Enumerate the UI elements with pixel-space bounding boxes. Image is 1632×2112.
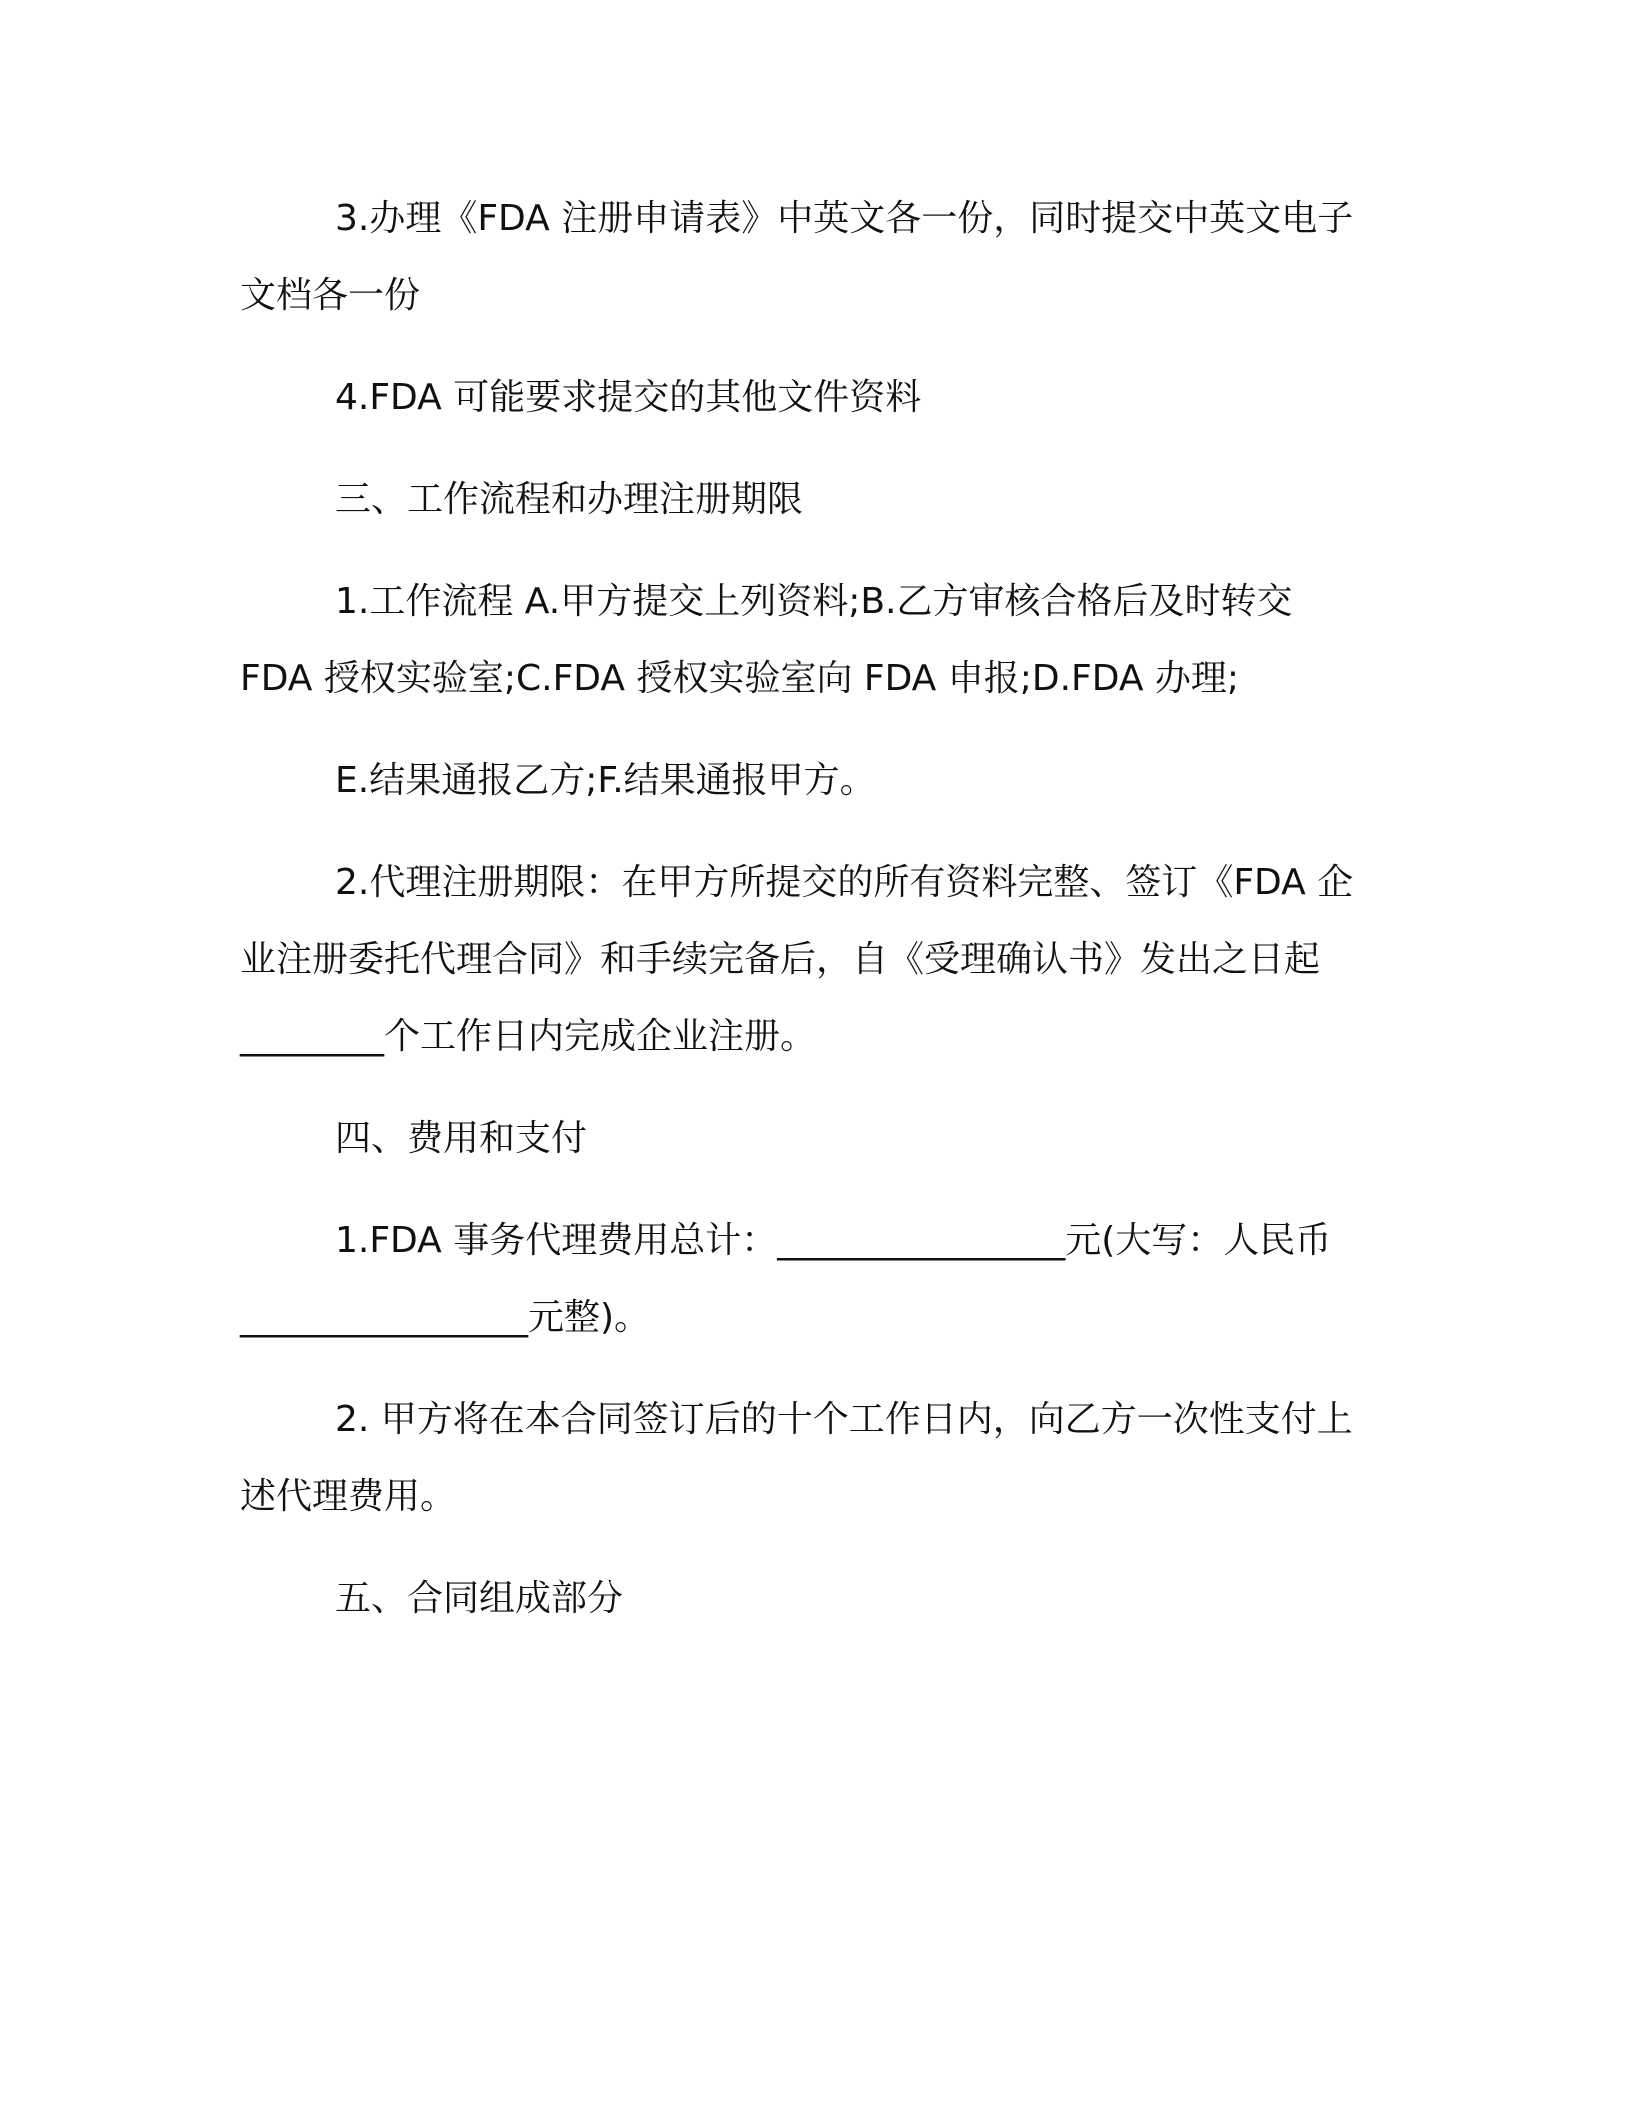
fee-line-1: 1.FDA 事务代理费用总计：________________元(大写：人民币 — [335, 1220, 1332, 1261]
workflow-line-1: 1.工作流程 A.甲方提交上列资料;B.乙方审核合格后及时转交 — [335, 581, 1293, 622]
payment-line-2: 述代理费用。 — [240, 1476, 457, 1517]
item-3-line-1: 3.办理《FDA 注册申请表》中英文各一份，同时提交中英文电子 — [335, 198, 1354, 239]
item-4-line: 4.FDA 可能要求提交的其他文件资料 — [335, 377, 922, 418]
fee-line-2: ________________元整)。 — [240, 1297, 651, 1338]
section-4-heading: 四、费用和支付 — [335, 1118, 588, 1159]
item-3-line-2: 文档各一份 — [240, 275, 421, 316]
period-line-1: 2.代理注册期限：在甲方所提交的所有资料完整、签订《FDA 企 — [335, 862, 1354, 903]
payment-line-1: 2. 甲方将在本合同签订后的十个工作日内，向乙方一次性支付上 — [335, 1399, 1353, 1440]
workflow-line-2: FDA 授权实验室;C.FDA 授权实验室向 FDA 申报;D.FDA 办理; — [240, 658, 1240, 699]
section-3-heading: 三、工作流程和办理注册期限 — [335, 479, 804, 520]
period-line-3: ________个工作日内完成企业注册。 — [240, 1016, 817, 1057]
section-5-heading: 五、合同组成部分 — [335, 1578, 624, 1619]
workflow-line-3: E.结果通报乙方;F.结果通报甲方。 — [335, 760, 876, 801]
period-line-2: 业注册委托代理合同》和手续完备后，自《受理确认书》发出之日起 — [240, 939, 1321, 980]
